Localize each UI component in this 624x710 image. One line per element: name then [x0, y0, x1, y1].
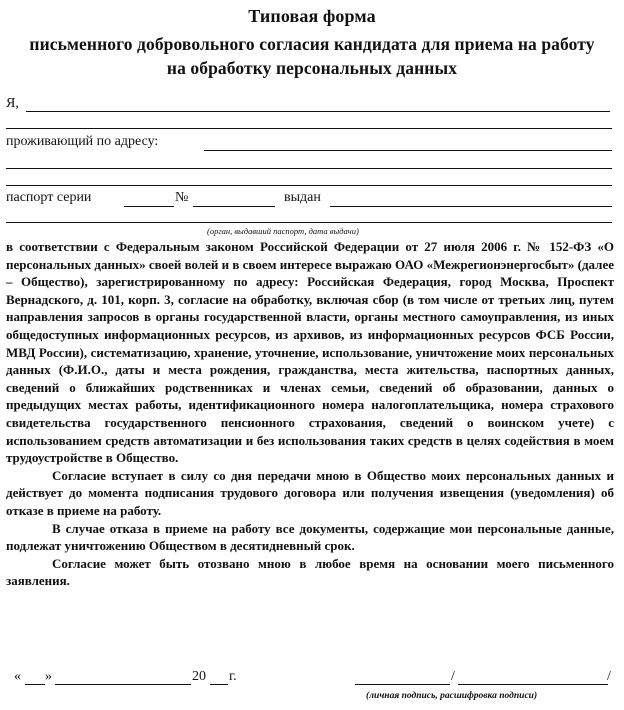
issued-by-label: выдан [284, 190, 321, 205]
consent-body [6, 238, 614, 590]
issued-by-field[interactable] [330, 206, 612, 207]
address-field-line-2[interactable] [6, 168, 612, 169]
date-close-quote: » [45, 669, 52, 684]
date-open-quote: « [14, 669, 21, 684]
issued-by-note: (орган, выдавший паспорт, дата выдачи) [207, 226, 359, 236]
i-label: Я, [6, 96, 19, 111]
consent-paragraph-4: Согласие может быть отозвано мною в любое время на основании моего письменного заявления. [6, 555, 614, 589]
signature-separator-2: / [607, 669, 611, 684]
passport-series-field[interactable] [124, 206, 174, 207]
signature-transcript-field[interactable] [458, 684, 608, 685]
date-year-prefix: 20 [192, 669, 206, 684]
address-field-line-1[interactable] [204, 150, 612, 151]
form-subtitle-line-1: письменного добровольного согласия кандидата для приема на работу [29, 34, 595, 54]
issued-by-field-line-2[interactable] [6, 222, 612, 223]
consent-paragraph-3: В случае отказа в приеме на работу все документы, содержащие мои персональные данные, подлежат уничтожению Обществом в десятидневный срок. [6, 520, 614, 554]
signature-field[interactable] [355, 684, 450, 685]
date-year-suffix: г. [229, 669, 237, 684]
signature-note: (личная подпись, расшифровка подписи) [366, 691, 538, 701]
signature-separator-1: / [451, 669, 455, 684]
address-field-line-3[interactable] [6, 185, 612, 186]
passport-number-field[interactable] [193, 206, 275, 207]
full-name-field-line-1[interactable] [26, 111, 610, 112]
full-name-field-line-2[interactable] [6, 128, 612, 129]
date-year-field[interactable] [210, 684, 228, 685]
passport-number-label: № [175, 190, 189, 205]
address-label: проживающий по адресу: [6, 134, 159, 149]
consent-paragraph-2: Согласие вступает в силу со дня передачи мною в Общество моих персональных данных и действует до момента подписания трудового договора или получения извещения (уведомления) об отказе в приеме на работу. [6, 467, 614, 518]
consent-paragraph-1: в соответствии с Федеральным законом Российской Федерации от 27 июля 2006 г. № 152-ФЗ «О персональных данных» своей волей и в своем интересе выражаю ОАО «Межрегионэнергосбыт» (далее – Общество), зарегистрированному по адресу: Российская Федерация, город Москва, Проспект Вернадского, д. 101, корп. 3, согласие на обработку, включая сбор (в том числе от третьих лиц, путем направления запросов в органы государственной власти, органы местного самоуправления, из иных общедоступных информационных ресурсов, из архивов, из информационных ресурсов ФСБ России, МВД России), систематизацию, хранение, уточнение, использование, уничтожение моих персональных данных (Ф.И.О., даты и места рождения, гражданства, места жительства, паспортных данных, сведений о ближайших родственниках и членах семьи, сведений об образовании, данных о предыдущих местах работы, идентификационного номера налогоплательщика, номера страхового свидетельства государственного пенсионного страхования, сведений о воинском учете) с использованием средств автоматизации и без использования таких средств в целях содействия в моем трудоустройстве в Общество. [6, 239, 614, 466]
form-title: Типовая форма [248, 6, 376, 26]
date-month-field[interactable] [55, 684, 191, 685]
date-day-field[interactable] [25, 684, 45, 685]
form-subtitle-line-2: на обработку персональных данных [166, 58, 458, 78]
passport-series-label: паспорт серии [6, 190, 92, 205]
